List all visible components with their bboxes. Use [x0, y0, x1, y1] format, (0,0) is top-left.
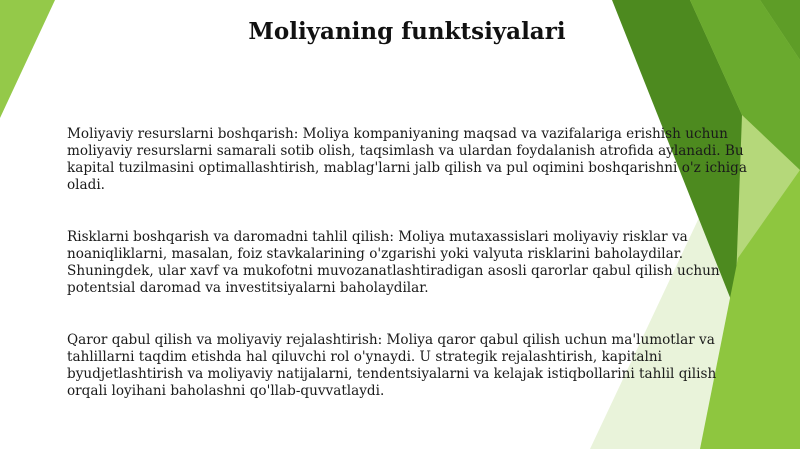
paragraph-financial-resources: Moliyaviy resurslarni boshqarish: Moliya kompaniyaning maqsad va vazifalariga erishish uchun moliyaviy resurslarni samarali sotib olish, taqsimlash va ulardan foydalanish atrofida aylanadi. Bu kapital tuzilmasini optimallashtirish, mablag'larni jalb qilish va pul oqimini boshqarishni o'z ichiga oladi.: [67, 126, 747, 193]
paragraph-risk-management: Risklarni boshqarish va daromadni tahlil qilish: Moliya mutaxassislari moliyaviy risklar va noaniqliklarni, masalan, foiz stavkalarining o'zgarishi yoki valyuta risklarini baholaydilar. Shuningdek, ular xavf va mukofotni muvozanatlashtiradigan asosli qarorlar qabul qilish uchun potentsial daromad va investitsiyalarni baholaydilar.: [67, 229, 720, 296]
slide-title: Moliyaning funktsiyalari: [248, 18, 566, 45]
paragraph-decision-planning: Qaror qabul qilish va moliyaviy rejalashtirish: Moliya qaror qabul qilish uchun ma'lumotlar va tahlillarni taqdim etishda hal qiluvchi rol o'ynaydi. U strategik rejalashtirish, kapitalni byudjetlashtirish va moliyaviy natijalarni, tendentsiyalarni va kelajak istiqbollarini tahlil qilish orqali loyihani baholashni qo'llab-quvvatlaydi.: [67, 332, 717, 399]
